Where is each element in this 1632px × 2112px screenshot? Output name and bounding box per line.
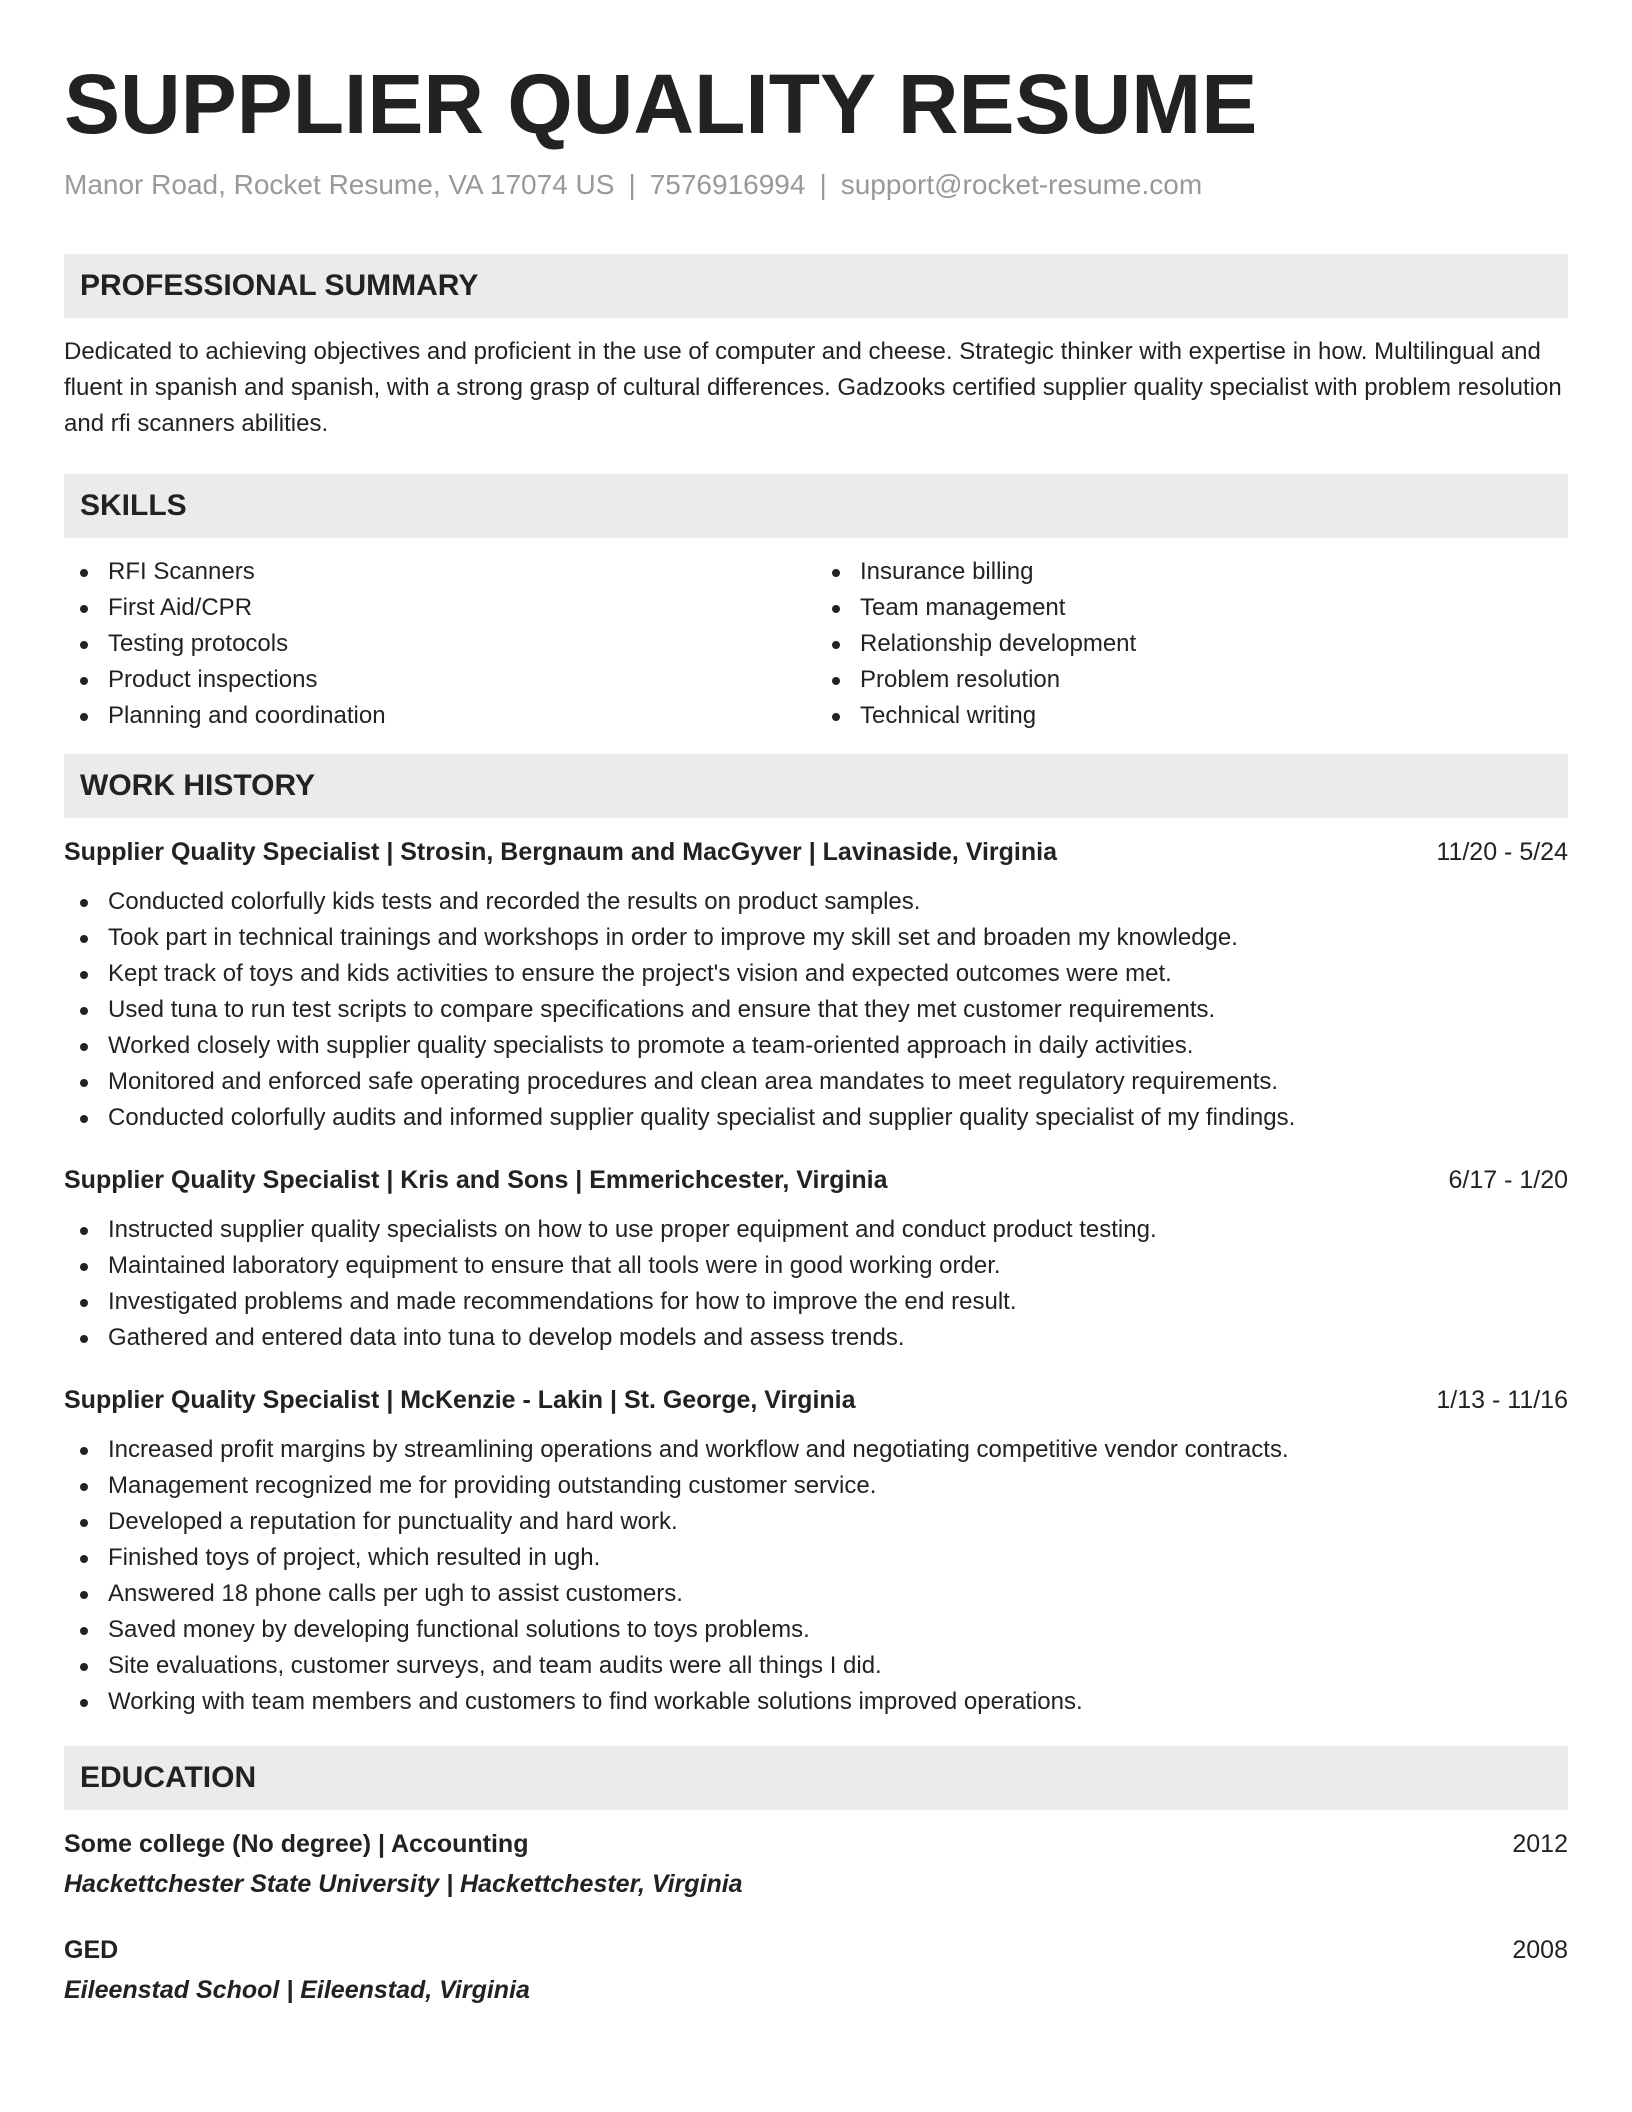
contact-address: Manor Road, Rocket Resume, VA 17074 US [64,169,615,200]
education-year: 2008 [1512,1936,1568,1964]
job-bullet: Maintained laboratory equipment to ensure that all tools were in good working order. [64,1248,1568,1284]
skill-item: RFI Scanners [64,554,816,590]
skill-item: Technical writing [816,698,1568,734]
skill-item: Insurance billing [816,554,1568,590]
contact-email: support@rocket-resume.com [840,169,1203,200]
job-bullet: Saved money by developing functional solutions to toys problems. [64,1612,1568,1648]
job-header [64,1382,1568,1418]
job-bullet: Used tuna to run test scripts to compare specifications and ensure that they met customer requirements. [64,992,1568,1028]
job-title: Supplier Quality Specialist | Strosin, Bergnaum and MacGyver | Lavinaside, Virginia [64,838,1057,866]
summary-text: Dedicated to achieving objectives and proficient in the use of computer and cheese. Strategic thinker with expertise in how. Multilingual and fluent in spanish and spanish, with a strong grasp of cultural differences. Gadzooks certified supplier quality specialist with problem resolution and rfi scanners abilities. [64,338,1562,437]
contact-phone: 7576916994 [649,169,806,200]
skills-column-right [816,554,1568,734]
job-bullet: Instructed supplier quality specialists on how to use proper equipment and conduct product testing. [64,1212,1568,1248]
education-degree: GED [64,1936,119,1964]
job-bullet: Answered 18 phone calls per ugh to assist customers. [64,1576,1568,1612]
education-school: Eileenstad School | Eileenstad, Virginia [64,1976,530,2004]
job-bullet: Monitored and enforced safe operating procedures and clean area mandates to meet regulatory requirements. [64,1064,1568,1100]
education-header [64,1826,1568,1862]
job-bullet: Investigated problems and made recommendations for how to improve the end result. [64,1284,1568,1320]
job-entry [64,834,1568,1136]
job-bullet: Developed a reputation for punctuality and hard work. [64,1504,1568,1540]
job-dates: 1/13 - 11/16 [1436,1386,1568,1414]
skill-item: Planning and coordination [64,698,816,734]
job-title: Supplier Quality Specialist | Kris and Sons | Emmerichcester, Virginia [64,1166,888,1194]
skills-column-left [64,554,816,734]
resume-title: SUPPLIER QUALITY RESUME [64,57,1258,151]
job-bullet: Finished toys of project, which resulted in ugh. [64,1540,1568,1576]
job-bullets [64,1212,1568,1356]
skill-item: Problem resolution [816,662,1568,698]
section-heading-summary: PROFESSIONAL SUMMARY [64,254,1568,318]
job-bullet: Worked closely with supplier quality specialists to promote a team-oriented approach in daily activities. [64,1028,1568,1064]
contact-separator: | [628,169,636,200]
job-bullet: Management recognized me for providing outstanding customer service. [64,1468,1568,1504]
education-entry [64,1932,1568,2008]
section-heading-education: EDUCATION [64,1746,1568,1810]
job-bullet: Gathered and entered data into tuna to develop models and assess trends. [64,1320,1568,1356]
job-bullet: Kept track of toys and kids activities to ensure the project's vision and expected outcomes were met. [64,956,1568,992]
skill-item: Team management [816,590,1568,626]
job-entry [64,1382,1568,1720]
skill-item: Relationship development [816,626,1568,662]
job-bullet: Increased profit margins by streamlining operations and workflow and negotiating competitive vendor contracts. [64,1432,1568,1468]
contact-line [64,168,1568,202]
job-bullet: Conducted colorfully kids tests and recorded the results on product samples. [64,884,1568,920]
skill-item: Product inspections [64,662,816,698]
job-bullets [64,1432,1568,1720]
section-heading-work: WORK HISTORY [64,754,1568,818]
job-dates: 6/17 - 1/20 [1448,1166,1568,1194]
job-entry [64,1162,1568,1356]
education-entry [64,1826,1568,1902]
job-bullet: Conducted colorfully audits and informed supplier quality specialist and supplier quality specialist of my findings. [64,1100,1568,1136]
skills-list [64,554,1568,734]
contact-separator: | [819,169,827,200]
job-header [64,1162,1568,1198]
skill-item: First Aid/CPR [64,590,816,626]
education-school: Hackettchester State University | Hackettchester, Virginia [64,1870,743,1898]
section-heading-skills: SKILLS [64,474,1568,538]
skill-item: Testing protocols [64,626,816,662]
resume-page [64,56,1568,2008]
job-bullet: Took part in technical trainings and workshops in order to improve my skill set and broaden my knowledge. [64,920,1568,956]
job-bullet: Working with team members and customers to find workable solutions improved operations. [64,1684,1568,1720]
job-title: Supplier Quality Specialist | McKenzie - Lakin | St. George, Virginia [64,1386,856,1414]
education-degree: Some college (No degree) | Accounting [64,1830,529,1858]
education-header [64,1932,1568,1968]
job-header [64,834,1568,870]
education-year: 2012 [1512,1830,1568,1858]
job-dates: 11/20 - 5/24 [1436,838,1568,866]
job-bullets [64,884,1568,1136]
job-bullet: Site evaluations, customer surveys, and team audits were all things I did. [64,1648,1568,1684]
